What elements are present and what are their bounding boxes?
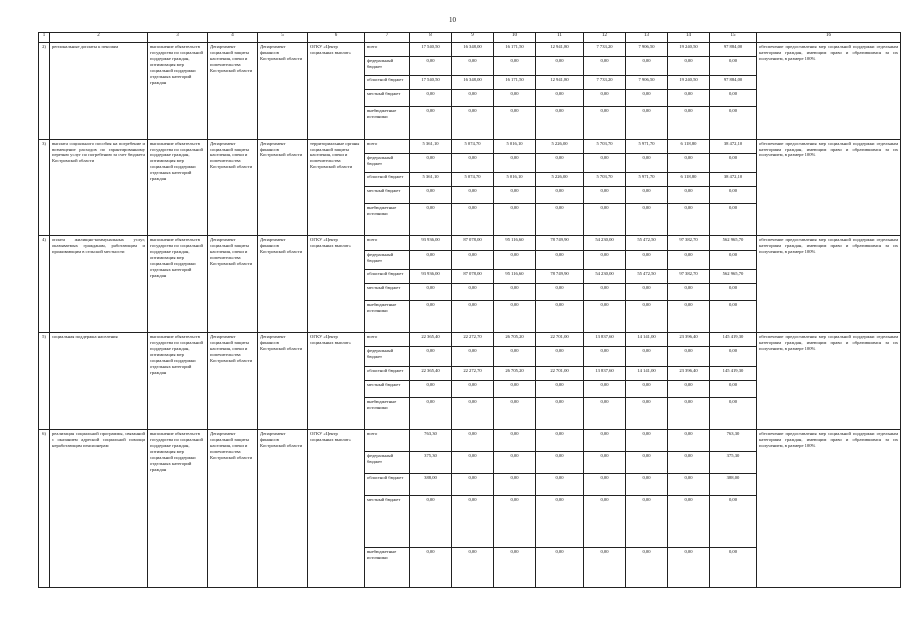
amount-cell: 7 906,50 — [626, 76, 668, 90]
amount-cell: 0,00 — [410, 204, 452, 236]
amount-cell: 0,00 — [452, 474, 494, 496]
header-row — [39, 33, 901, 43]
amount-cell: 0,00 — [536, 381, 584, 398]
column-number-10: 10 — [494, 33, 536, 43]
amount-cell: 0,00 — [668, 397, 710, 429]
amount-cell: 97 382,70 — [668, 236, 710, 250]
amount-cell: 0,00 — [584, 430, 626, 452]
amount-cell: 375,30 — [410, 452, 452, 474]
amount-cell: 5 226,00 — [536, 173, 584, 187]
amount-cell: 14 141,00 — [626, 366, 668, 380]
amount-cell: 0,00 — [410, 153, 452, 172]
column-number-2: 2 — [50, 33, 148, 43]
column-number-9: 9 — [452, 33, 494, 43]
column-number-3: 3 — [148, 33, 208, 43]
funding-source-label: местный бюджет — [365, 381, 410, 398]
executor: ОГКУ «Центр социальных выплат» — [308, 236, 365, 333]
amount-cell: 145 419,30 — [710, 333, 757, 347]
measure-name: выплата социального пособия на погребение и возмещение расходов по гарантированному перечню услуг по погребению за счет бюджета Костромской области — [50, 139, 148, 236]
amount-cell: 0,00 — [410, 187, 452, 204]
amount-cell: 0,00 — [626, 153, 668, 172]
amount-cell: 0,00 — [668, 204, 710, 236]
amount-cell: 0,00 — [536, 300, 584, 332]
measure-purpose: выполнение обязательств государства по социальной поддержке граждан, оптимизация мер социальной поддержки отдельных категорий граждан — [148, 42, 208, 139]
amount-cell: 97 382,70 — [668, 269, 710, 283]
co-executor: Департамент финансов Костромской области — [258, 430, 308, 588]
amount-cell: 97 884,00 — [710, 76, 757, 90]
amount-cell: 0,00 — [668, 381, 710, 398]
amount-cell: 54 230,00 — [584, 269, 626, 283]
amount-cell: 17 540,50 — [410, 42, 452, 56]
amount-cell: 0,00 — [626, 284, 668, 301]
funding-source-label: местный бюджет — [365, 496, 410, 548]
amount-cell: 17 540,50 — [410, 76, 452, 90]
column-number-4: 4 — [208, 33, 258, 43]
amount-cell: 0,00 — [494, 56, 536, 75]
column-number-6: 6 — [308, 33, 365, 43]
amount-cell: 0,00 — [410, 547, 452, 587]
amount-cell: 0,00 — [626, 204, 668, 236]
amount-cell: 0,00 — [584, 300, 626, 332]
amount-cell: 562 965,70 — [710, 236, 757, 250]
column-number-12: 12 — [584, 33, 626, 43]
funding-source-label: федеральный бюджет — [365, 452, 410, 474]
amount-cell: 0,00 — [668, 187, 710, 204]
amount-cell: 0,00 — [494, 381, 536, 398]
amount-cell: 26 705,20 — [494, 333, 536, 347]
amount-cell: 0,00 — [626, 547, 668, 587]
column-number-8: 8 — [410, 33, 452, 43]
funding-source-label: всего — [365, 139, 410, 153]
funding-source-label: федеральный бюджет — [365, 250, 410, 269]
amount-cell: 0,00 — [536, 204, 584, 236]
amount-cell: 5 074,70 — [452, 173, 494, 187]
executor: ОГКУ «Центр социальных выплат» — [308, 42, 365, 139]
amount-cell: 0,00 — [710, 56, 757, 75]
measure-name: реализация социальной программы, связанной с оказанием адресной социальной помощи неработающим пенсионерам — [50, 430, 148, 588]
amount-cell: 0,00 — [452, 187, 494, 204]
amount-cell: 38 472,10 — [710, 173, 757, 187]
column-number-16: 16 — [757, 33, 901, 43]
amount-cell: 0,00 — [536, 474, 584, 496]
amount-cell: 93 936,00 — [410, 269, 452, 283]
amount-cell: 78 749,90 — [536, 236, 584, 250]
amount-cell: 0,00 — [584, 474, 626, 496]
amount-cell: 0,00 — [494, 204, 536, 236]
amount-cell: 0,00 — [452, 496, 494, 548]
funding-source-label: федеральный бюджет — [365, 153, 410, 172]
measure-purpose: выполнение обязательств государства по социальной поддержке граждан, оптимизация мер социальной поддержки отдельных категорий граждан — [148, 236, 208, 333]
amount-cell: 0,00 — [494, 474, 536, 496]
amount-cell: 0,00 — [410, 107, 452, 139]
amount-cell: 0,00 — [452, 107, 494, 139]
amount-cell: 55 472,50 — [626, 236, 668, 250]
amount-cell: 0,00 — [410, 397, 452, 429]
amount-cell: 0,00 — [452, 300, 494, 332]
amount-cell: 0,00 — [536, 107, 584, 139]
responsible-executor: Департамент социальной защиты населения, опеки и попечительства Костромской области — [208, 236, 258, 333]
amount-cell: 0,00 — [668, 300, 710, 332]
amount-cell: 19 240,50 — [668, 76, 710, 90]
amount-cell: 0,00 — [710, 397, 757, 429]
funding-source-label: местный бюджет — [365, 187, 410, 204]
amount-cell: 22 365,40 — [410, 333, 452, 347]
amount-cell: 12 941,80 — [536, 76, 584, 90]
column-number-11: 11 — [536, 33, 584, 43]
amount-cell: 16 171,50 — [494, 42, 536, 56]
measure-name: социальная поддержка населения — [50, 333, 148, 430]
amount-cell: 0,00 — [626, 107, 668, 139]
amount-cell: 5 226,00 — [536, 139, 584, 153]
amount-cell: 0,00 — [710, 204, 757, 236]
co-executor: Департамент финансов Костромской области — [258, 236, 308, 333]
amount-cell: 0,00 — [584, 496, 626, 548]
amount-cell: 0,00 — [668, 153, 710, 172]
amount-cell: 0,00 — [536, 547, 584, 587]
amount-cell: 0,00 — [710, 90, 757, 107]
funding-source-label: всего — [365, 430, 410, 452]
amount-cell: 0,00 — [410, 90, 452, 107]
amount-cell: 87 078,00 — [452, 269, 494, 283]
amount-cell: 0,00 — [584, 347, 626, 366]
column-number-7: 7 — [365, 33, 410, 43]
amount-cell: 0,00 — [494, 452, 536, 474]
amount-cell: 0,00 — [626, 452, 668, 474]
table-row — [39, 333, 901, 347]
amount-cell: 0,00 — [668, 474, 710, 496]
amount-cell: 0,00 — [668, 56, 710, 75]
responsible-executor: Департамент социальной защиты населения, опеки и попечительства Костромской области — [208, 42, 258, 139]
table-row — [39, 42, 901, 56]
amount-cell: 0,00 — [710, 547, 757, 587]
amount-cell: 0,00 — [710, 107, 757, 139]
amount-cell: 145 419,30 — [710, 366, 757, 380]
amount-cell: 22 272,70 — [452, 333, 494, 347]
executor: ОГКУ «Центр социальных выплат» — [308, 430, 365, 588]
amount-cell: 0,00 — [452, 56, 494, 75]
amount-cell: 0,00 — [452, 547, 494, 587]
amount-cell: 0,00 — [626, 397, 668, 429]
amount-cell: 13 837,60 — [584, 366, 626, 380]
amount-cell: 0,00 — [410, 381, 452, 398]
amount-cell: 0,00 — [536, 452, 584, 474]
funding-source-label: внебюджетные источники — [365, 547, 410, 587]
amount-cell: 5 361,10 — [410, 139, 452, 153]
funding-source-label: местный бюджет — [365, 90, 410, 107]
amount-cell: 0,00 — [452, 347, 494, 366]
amount-cell: 0,00 — [452, 153, 494, 172]
amount-cell: 0,00 — [536, 90, 584, 107]
amount-cell: 0,00 — [584, 187, 626, 204]
amount-cell: 22 272,70 — [452, 366, 494, 380]
amount-cell: 0,00 — [452, 204, 494, 236]
amount-cell: 0,00 — [410, 347, 452, 366]
amount-cell: 0,00 — [410, 56, 452, 75]
amount-cell: 0,00 — [668, 430, 710, 452]
amount-cell: 0,00 — [626, 300, 668, 332]
amount-cell: 0,00 — [494, 90, 536, 107]
amount-cell: 0,00 — [584, 397, 626, 429]
executor: ОГКУ «Центр социальных выплат» — [308, 333, 365, 430]
amount-cell: 0,00 — [452, 397, 494, 429]
funding-source-label: областной бюджет — [365, 173, 410, 187]
amount-cell: 12 941,80 — [536, 42, 584, 56]
amount-cell: 0,00 — [668, 452, 710, 474]
funding-source-label: областной бюджет — [365, 76, 410, 90]
measure-purpose: выполнение обязательств государства по социальной поддержке граждан, оптимизация мер социальной поддержки отдельных категорий граждан — [148, 333, 208, 430]
expected-result: обеспечение предоставления мер социальной поддержки отдельным категориям граждан, имеющим право и обратившимся за их получением, в размере 100% — [757, 139, 901, 236]
amount-cell: 0,00 — [452, 90, 494, 107]
row-number: 2) — [39, 42, 50, 139]
amount-cell: 0,00 — [494, 153, 536, 172]
amount-cell: 0,00 — [710, 187, 757, 204]
table-row — [39, 236, 901, 250]
amount-cell: 0,00 — [536, 153, 584, 172]
amount-cell: 0,00 — [410, 250, 452, 269]
amount-cell: 0,00 — [584, 153, 626, 172]
funding-source-label: внебюджетные источники — [365, 300, 410, 332]
expected-result: обеспечение предоставления мер социальной поддержки отдельным категориям граждан, имеющим право и обратившимся за их получением, в размере 100% — [757, 42, 901, 139]
amount-cell: 0,00 — [452, 250, 494, 269]
amount-cell: 0,00 — [626, 430, 668, 452]
amount-cell: 0,00 — [626, 250, 668, 269]
amount-cell: 54 230,00 — [584, 236, 626, 250]
amount-cell: 0,00 — [668, 90, 710, 107]
expected-result: обеспечение предоставления мер социальной поддержки отдельным категориям граждан, имеющим право и обратившимся за их получением, в размере 100% — [757, 236, 901, 333]
amount-cell: 0,00 — [494, 107, 536, 139]
amount-cell: 87 078,00 — [452, 236, 494, 250]
amount-cell: 0,00 — [584, 452, 626, 474]
amount-cell: 0,00 — [710, 153, 757, 172]
amount-cell: 38 472,10 — [710, 139, 757, 153]
expected-result: обеспечение предоставления мер социальной поддержки отдельным категориям граждан, имеющим право и обратившимся за их получением, в размере 100% — [757, 430, 901, 588]
measure-name: оплата жилищно-коммунальных услуг, оказываемых гражданам, работающим и проживающим в сельской местности — [50, 236, 148, 333]
responsible-executor: Департамент социальной защиты населения, опеки и попечительства Костромской области — [208, 333, 258, 430]
amount-cell: 16 348,00 — [452, 76, 494, 90]
amount-cell: 0,00 — [536, 284, 584, 301]
amount-cell: 0,00 — [626, 381, 668, 398]
amount-cell: 0,00 — [494, 496, 536, 548]
amount-cell: 0,00 — [452, 430, 494, 452]
amount-cell: 0,00 — [584, 204, 626, 236]
amount-cell: 0,00 — [584, 90, 626, 107]
amount-cell: 763,30 — [410, 430, 452, 452]
row-number: 5) — [39, 333, 50, 430]
amount-cell: 7 733,20 — [584, 76, 626, 90]
funding-source-label: всего — [365, 333, 410, 347]
amount-cell: 0,00 — [668, 250, 710, 269]
amount-cell: 7 733,20 — [584, 42, 626, 56]
amount-cell: 6 118,80 — [668, 173, 710, 187]
amount-cell: 78 749,90 — [536, 269, 584, 283]
funding-source-label: областной бюджет — [365, 474, 410, 496]
amount-cell: 16 348,00 — [452, 42, 494, 56]
amount-cell: 0,00 — [410, 284, 452, 301]
amount-cell: 7 906,50 — [626, 42, 668, 56]
amount-cell: 0,00 — [536, 250, 584, 269]
amount-cell: 5 361,10 — [410, 173, 452, 187]
funding-source-label: внебюджетные источники — [365, 107, 410, 139]
amount-cell: 0,00 — [494, 250, 536, 269]
row-number: 3) — [39, 139, 50, 236]
amount-cell: 0,00 — [584, 56, 626, 75]
amount-cell: 0,00 — [668, 284, 710, 301]
amount-cell: 388,00 — [710, 474, 757, 496]
amount-cell: 5 971,70 — [626, 139, 668, 153]
funding-source-label: областной бюджет — [365, 269, 410, 283]
funding-source-label: всего — [365, 236, 410, 250]
column-number-1: 1 — [39, 33, 50, 43]
row-number: 4) — [39, 236, 50, 333]
amount-cell: 97 884,00 — [710, 42, 757, 56]
amount-cell: 0,00 — [536, 397, 584, 429]
measure-purpose: выполнение обязательств государства по социальной поддержке граждан, оптимизация мер социальной поддержки отдельных категорий граждан — [148, 430, 208, 588]
amount-cell: 0,00 — [584, 547, 626, 587]
amount-cell: 0,00 — [710, 250, 757, 269]
amount-cell: 0,00 — [626, 56, 668, 75]
amount-cell: 5 016,10 — [494, 139, 536, 153]
table-body — [39, 33, 901, 588]
amount-cell: 19 240,50 — [668, 42, 710, 56]
co-executor: Департамент финансов Костромской области — [258, 139, 308, 236]
column-number-14: 14 — [668, 33, 710, 43]
amount-cell: 0,00 — [668, 547, 710, 587]
column-number-13: 13 — [626, 33, 668, 43]
responsible-executor: Департамент социальной защиты населения, опеки и попечительства Костромской области — [208, 139, 258, 236]
amount-cell: 0,00 — [668, 107, 710, 139]
amount-cell: 0,00 — [626, 474, 668, 496]
funding-source-label: внебюджетные источники — [365, 204, 410, 236]
amount-cell: 6 118,80 — [668, 139, 710, 153]
table-row — [39, 139, 901, 153]
amount-cell: 388,00 — [410, 474, 452, 496]
funding-source-label: всего — [365, 42, 410, 56]
amount-cell: 0,00 — [536, 430, 584, 452]
funding-source-label: внебюджетные источники — [365, 397, 410, 429]
amount-cell: 0,00 — [710, 381, 757, 398]
amount-cell: 5 703,70 — [584, 139, 626, 153]
amount-cell: 26 705,20 — [494, 366, 536, 380]
row-number: 6) — [39, 430, 50, 588]
amount-cell: 55 472,50 — [626, 269, 668, 283]
amount-cell: 0,00 — [668, 496, 710, 548]
funding-source-label: местный бюджет — [365, 284, 410, 301]
amount-cell: 763,30 — [710, 430, 757, 452]
executor: территориальные органы социальной защиты населения, опеки и попечительства Костромской области — [308, 139, 365, 236]
amount-cell: 5 971,70 — [626, 173, 668, 187]
amount-cell: 95 116,60 — [494, 236, 536, 250]
amount-cell: 0,00 — [410, 300, 452, 332]
responsible-executor: Департамент социальной защиты населения, опеки и попечительства Костромской области — [208, 430, 258, 588]
amount-cell: 23 396,40 — [668, 333, 710, 347]
amount-cell: 562 965,70 — [710, 269, 757, 283]
amount-cell: 0,00 — [494, 187, 536, 204]
amount-cell: 0,00 — [710, 284, 757, 301]
amount-cell: 0,00 — [452, 452, 494, 474]
column-number-15: 15 — [710, 33, 757, 43]
amount-cell: 23 396,40 — [668, 366, 710, 380]
measure-name: региональные доплаты к пенсиям — [50, 42, 148, 139]
amount-cell: 0,00 — [494, 347, 536, 366]
funding-source-label: областной бюджет — [365, 366, 410, 380]
amount-cell: 0,00 — [626, 347, 668, 366]
amount-cell: 0,00 — [668, 347, 710, 366]
funding-source-label: федеральный бюджет — [365, 347, 410, 366]
page-number: 10 — [449, 16, 456, 24]
amount-cell: 0,00 — [494, 547, 536, 587]
funding-source-label: федеральный бюджет — [365, 56, 410, 75]
amount-cell: 14 141,00 — [626, 333, 668, 347]
amount-cell: 0,00 — [710, 347, 757, 366]
amount-cell: 0,00 — [536, 347, 584, 366]
co-executor: Департамент финансов Костромской области — [258, 333, 308, 430]
amount-cell: 5 016,10 — [494, 173, 536, 187]
amount-cell: 0,00 — [536, 56, 584, 75]
amount-cell: 375,30 — [710, 452, 757, 474]
amount-cell: 0,00 — [710, 496, 757, 548]
amount-cell: 0,00 — [626, 187, 668, 204]
expected-result: обеспечение предоставления мер социальной поддержки отдельным категориям граждан, имеющим право и обратившимся за их получением, в размере 100% — [757, 333, 901, 430]
amount-cell: 0,00 — [452, 284, 494, 301]
amount-cell: 0,00 — [494, 430, 536, 452]
amount-cell: 13 837,60 — [584, 333, 626, 347]
amount-cell: 16 171,50 — [494, 76, 536, 90]
amount-cell: 0,00 — [494, 397, 536, 429]
amount-cell: 95 116,60 — [494, 269, 536, 283]
amount-cell: 22 701,00 — [536, 333, 584, 347]
amount-cell: 5 074,70 — [452, 139, 494, 153]
amount-cell: 22 365,40 — [410, 366, 452, 380]
amount-cell: 0,00 — [494, 300, 536, 332]
amount-cell: 0,00 — [410, 496, 452, 548]
amount-cell: 0,00 — [452, 381, 494, 398]
amount-cell: 0,00 — [710, 300, 757, 332]
amount-cell: 0,00 — [626, 496, 668, 548]
amount-cell: 22 701,00 — [536, 366, 584, 380]
amount-cell: 0,00 — [536, 187, 584, 204]
amount-cell: 0,00 — [584, 107, 626, 139]
amount-cell: 0,00 — [626, 90, 668, 107]
amount-cell: 5 703,70 — [584, 173, 626, 187]
column-number-5: 5 — [258, 33, 308, 43]
amount-cell: 0,00 — [584, 250, 626, 269]
amount-cell: 0,00 — [584, 381, 626, 398]
amount-cell: 0,00 — [494, 284, 536, 301]
amount-cell: 0,00 — [536, 496, 584, 548]
budget-table — [38, 32, 901, 588]
measure-purpose: выполнение обязательств государства по социальной поддержке граждан, оптимизация мер социальной поддержки отдельных категорий граждан — [148, 139, 208, 236]
co-executor: Департамент финансов Костромской области — [258, 42, 308, 139]
amount-cell: 0,00 — [584, 284, 626, 301]
table-row — [39, 430, 901, 452]
amount-cell: 93 936,00 — [410, 236, 452, 250]
